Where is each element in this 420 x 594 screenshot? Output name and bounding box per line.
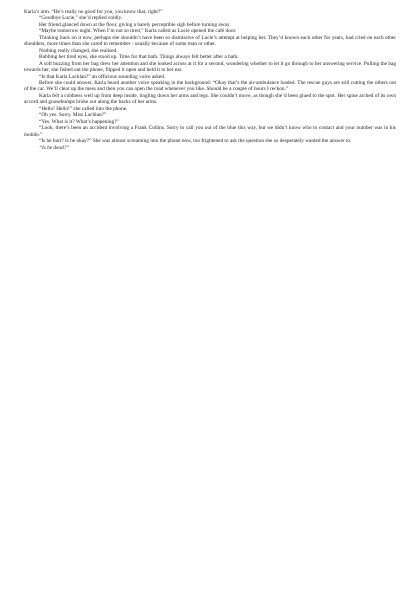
paragraph: Her friend glanced down at the floor, giving a barely perceptible sigh before turning away.: [39, 21, 231, 28]
paragraph: “Is he dead?”: [39, 144, 70, 151]
paragraph: A soft buzzing from her bag drew her attention and she looked across at it for a second, wondering whether to let it go through to her answering service. Pulling the bag towards her, she fished out the phone, flipped it open and held it to her ear.: [24, 60, 396, 74]
paragraph: Karla’s arm. “He’s really no good for you, you know that, right?”: [24, 9, 163, 15]
paragraph: “Yes. What is it? What’s happening?”: [39, 118, 119, 125]
paragraph: Nothing really changed, she realised.: [39, 47, 118, 54]
paragraph: “Maybe tomorrow night. When I’m not so tired,” Karla called as Lucie opened the café door.: [39, 28, 237, 35]
paragraph: “Is that Karla Lachlan?” an officious sounding voice asked.: [39, 73, 166, 80]
paragraph: Rubbing her tired eyes, she stood up. Time for that bath. Things always felt better after a bath.: [39, 54, 239, 61]
paragraph: “Oh yes. Sorry. Miss Lachlan?”: [39, 112, 107, 119]
paragraph: Karla felt a coldness well up from deep inside, tingling down her arms and legs. She couldn’t move, as though she’d been glued to the spot. Her spine arched of its own accord and goosebumps broke out along the backs of her arms.: [24, 92, 396, 106]
paragraph: “Goodbye Lucie,” she’d replied coldly.: [39, 15, 123, 22]
document-page: [24, 9, 396, 151]
paragraph: “Hello! Hello!” she called into the phone.: [39, 105, 128, 112]
paragraph: Thinking back on it now, perhaps she shouldn’t have been so dismissive of Lucie’s attempt at helping her. They’d known each other for years, had cried on each other shoulders, more times than she cared to remember - usually because of some man or other.: [24, 34, 396, 48]
paragraph: Before she could answer, Karla heard another voice speaking in the background: “Okay that’s the air-ambulance loaded. The rescue guys are still cutting the others out of the car. We’ll clear up the mess and then you can open the road whenever you like. Should be a couple of hours I reckon.”: [24, 79, 396, 93]
paragraph: “Is he hurt? Is he okay?” She was almost screaming into the phone now, too frightened to ask the question she so desperately wanted the answer to.: [39, 138, 352, 145]
paragraph: “Look, there’s been an accident involving a Frank Collins. Sorry to call you out of the blue this way, but we didn’t know who to contact and your number was in his mobile.”: [24, 125, 396, 138]
